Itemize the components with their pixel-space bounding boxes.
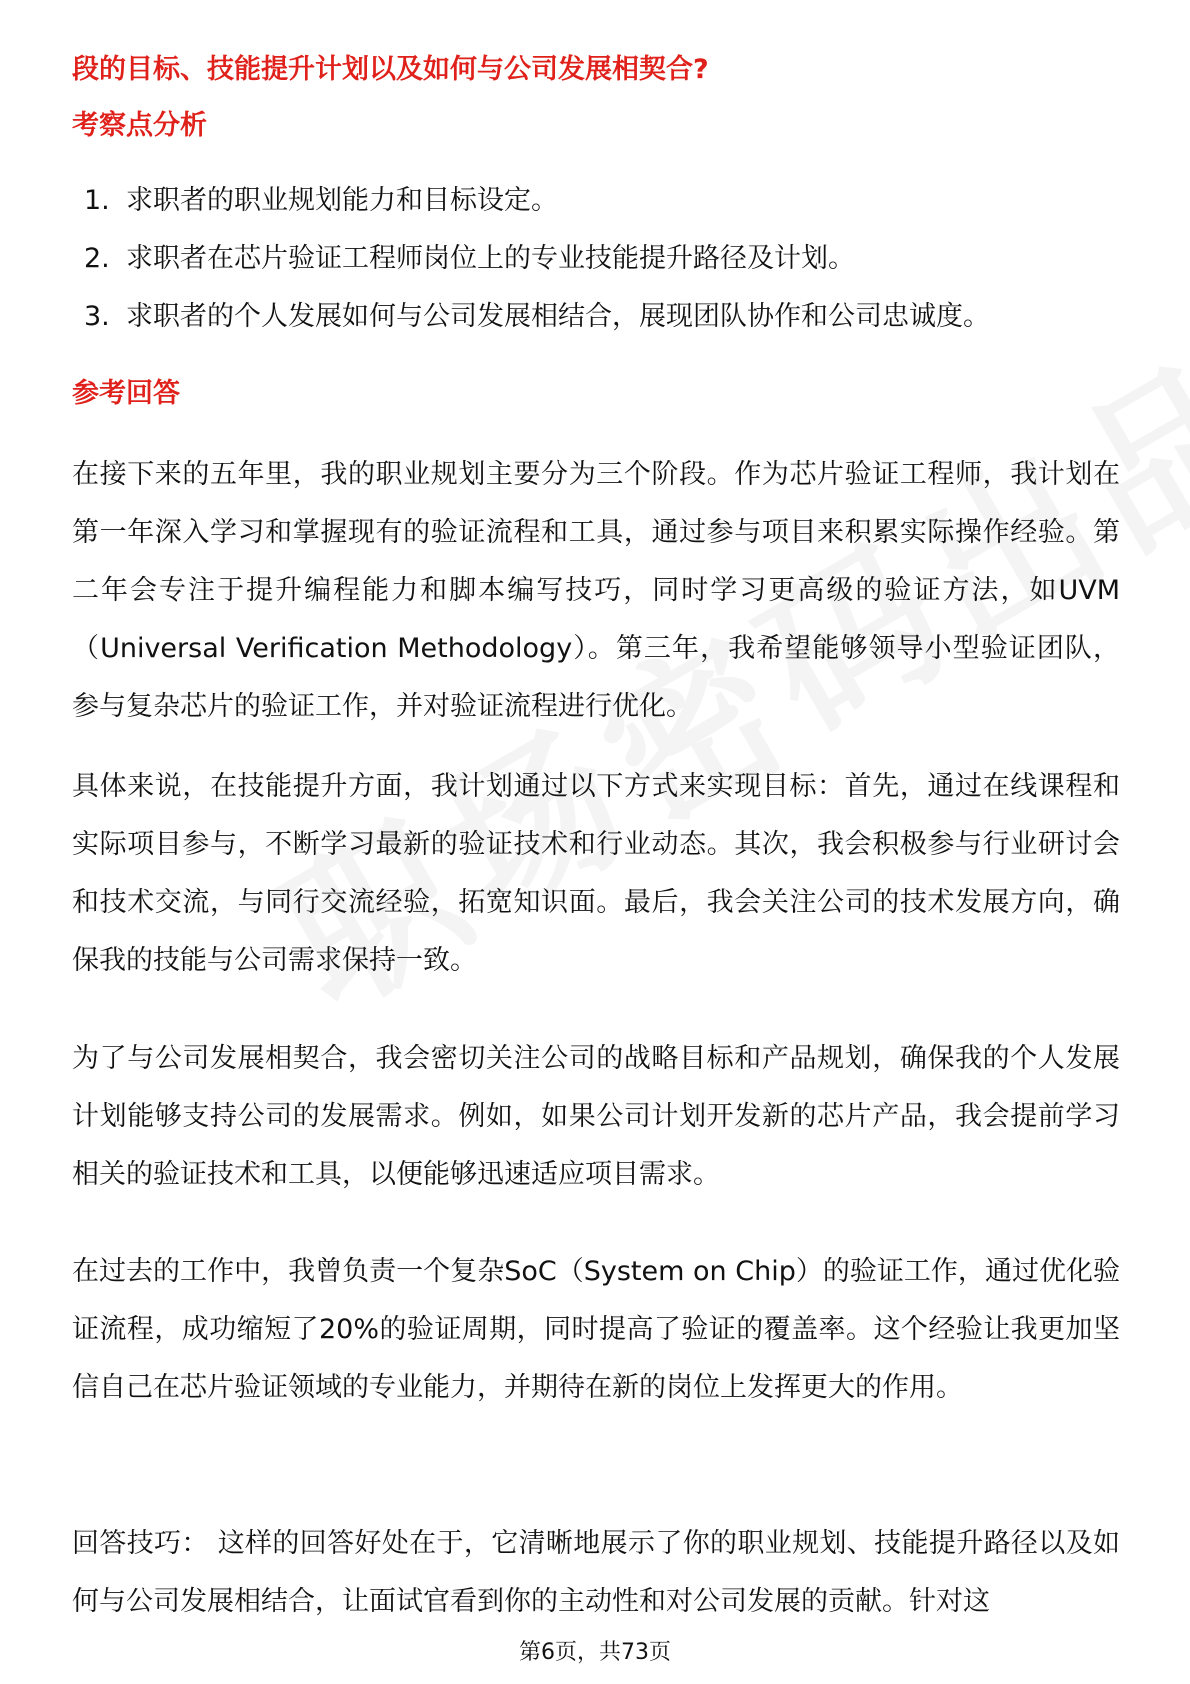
answer-tips-paragraph: 回答技巧： 这样的回答好处在于，它清晰地展示了你的职业规划、技能提升路径以及如何与公司发展相结合，让面试官看到你的主动性和对公司发展的贡献。针对这	[72, 1528, 1120, 1617]
list-item	[84, 296, 1124, 354]
page-number-footer: 第6页，共73页	[519, 1640, 671, 1665]
list-item-text: 求职者的个人发展如何与公司发展相结合，展现团队协作和公司忠诚度。	[126, 301, 990, 332]
answer-paragraph: 为了与公司发展相契合，我会密切关注公司的战略目标和产品规划，确保我的个人发展计划能够支持公司的发展需求。例如，如果公司计划开发新的芯片产品，我会提前学习相关的验证技术和工具，以便能够迅速适应项目需求。	[72, 1043, 1120, 1190]
list-item-number: 2.	[84, 243, 110, 274]
analysis-heading: 考察点分析	[72, 110, 207, 141]
question-heading-tail: 段的目标、技能提升计划以及如何与公司发展相契合?	[72, 54, 709, 85]
list-item-text: 求职者在芯片验证工程师岗位上的专业技能提升路径及计划。	[126, 243, 855, 274]
analysis-points-list	[84, 180, 1124, 354]
answer-paragraph: 具体来说，在技能提升方面，我计划通过以下方式来实现目标：首先，通过在线课程和实际项目参与，不断学习最新的验证技术和行业动态。其次，我会积极参与行业研讨会和技术交流，与同行交流经验，拓宽知识面。最后，我会关注公司的技术发展方向，确保我的技能与公司需求保持一致。	[72, 771, 1120, 976]
answer-paragraph: 在接下来的五年里，我的职业规划主要分为三个阶段。作为芯片验证工程师，我计划在第一年深入学习和掌握现有的验证流程和工具，通过参与项目来积累实际操作经验。第二年会专注于提升编程能力和脚本编写技巧，同时学习更高级的验证方法，如UVM（Universal Verification Methodology）。第三年，我希望能够领导小型验证团队，参与复杂芯片的验证工作，并对验证流程进行优化。	[72, 459, 1120, 722]
list-item-text: 求职者的职业规划能力和目标设定。	[126, 185, 558, 216]
list-item	[84, 238, 1124, 296]
list-item-number: 1.	[84, 185, 110, 216]
list-item-number: 3.	[84, 301, 110, 332]
list-item	[84, 180, 1124, 238]
answer-heading: 参考回答	[72, 378, 180, 409]
answer-paragraph: 在过去的工作中，我曾负责一个复杂SoC（System on Chip）的验证工作，通过优化验证流程，成功缩短了20%的验证周期，同时提高了验证的覆盖率。这个经验让我更加坚信自己在芯片验证领域的专业能力，并期待在新的岗位上发挥更大的作用。	[72, 1256, 1120, 1403]
